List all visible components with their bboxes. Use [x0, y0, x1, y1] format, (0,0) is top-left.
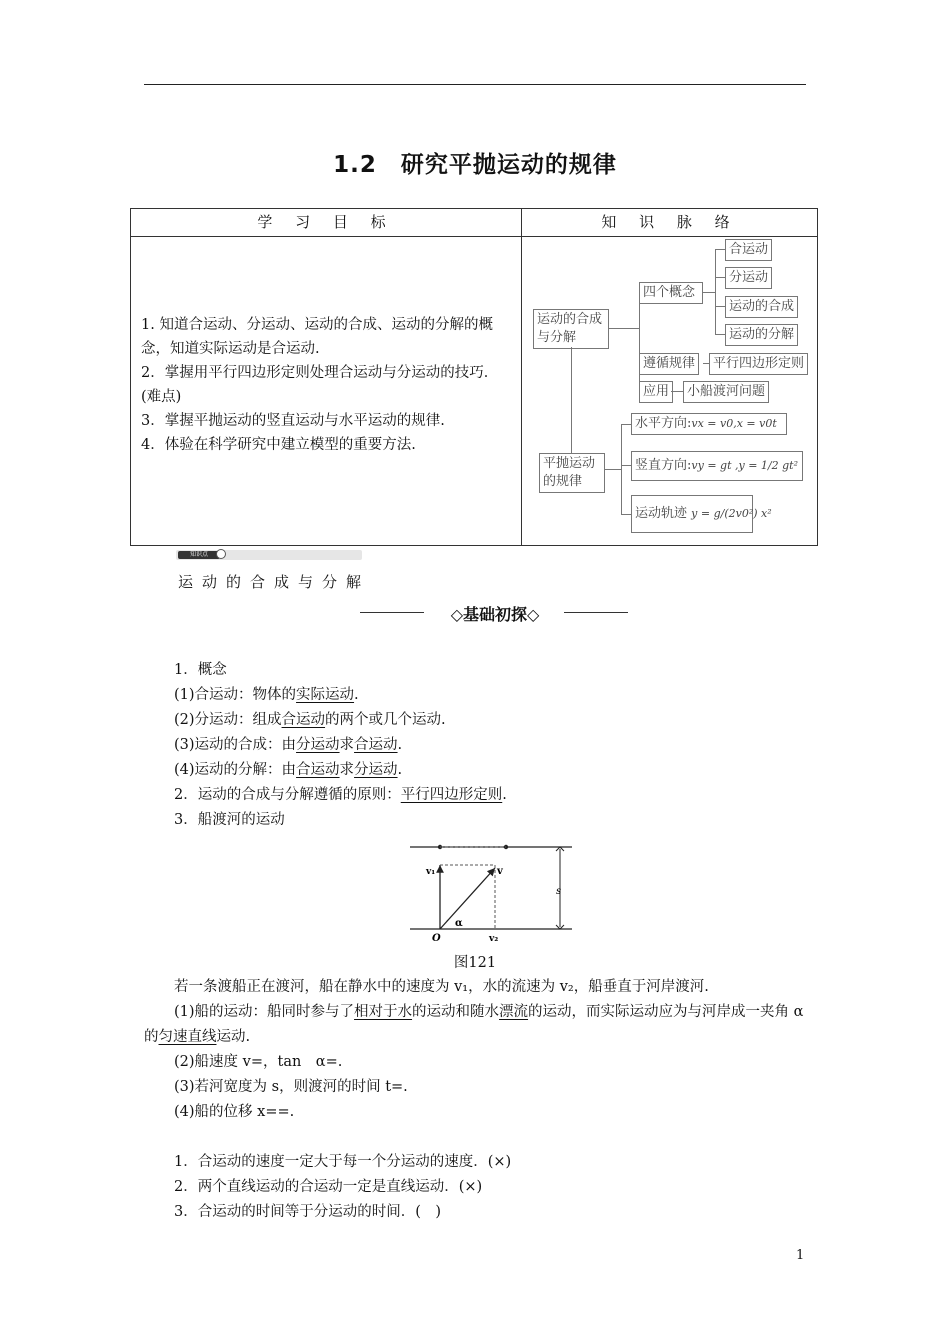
concept-heading: 1．概念	[174, 662, 227, 678]
map-node-concept: 运动的分解	[725, 324, 798, 346]
judgement-item: 2．两个直线运动的合运动一定是直线运动．(×)	[174, 1179, 483, 1195]
concept-item: (4)运动的分解：由合运动求分运动.	[174, 762, 403, 778]
v-arrow	[440, 868, 495, 929]
label-s: s	[556, 886, 562, 897]
page-number: 1	[796, 1248, 805, 1263]
objectives-table	[130, 208, 818, 546]
boat-heading: 3．船渡河的运动	[174, 812, 285, 828]
map-node-concept: 运动的合成	[725, 296, 798, 318]
goal-item: 3．掌握平抛运动的竖直运动与水平运动的规律.	[141, 413, 445, 429]
concept-item: (2)分运动：组成合运动的两个或几个运动.	[174, 712, 446, 728]
map-node-vertical: 竖直方向:vy = gt ,y = 1/2 gt²	[631, 451, 803, 481]
knowledge-point-dot	[216, 549, 226, 559]
boat-crossing-figure	[400, 838, 580, 948]
label-v1: v₁	[426, 867, 436, 877]
table-column-divider	[521, 209, 522, 545]
principle-item: 2．运动的合成与分解遵循的原则：平行四边形定则.	[174, 787, 507, 803]
top-rule	[144, 84, 806, 85]
boat-time: (3)若河宽度为 s，则渡河的时间 t=.	[174, 1079, 408, 1095]
map-node-composition: 运动的合成与分解	[533, 309, 609, 349]
judgement-item: 3．合运动的时间等于分运动的时间．( )	[174, 1204, 442, 1220]
label-alpha: α	[455, 918, 463, 929]
label-v2: v₂	[489, 934, 499, 944]
map-node-parallelogram: 平行四边形定则	[709, 353, 808, 375]
map-node-trajectory: 运动轨迹 y = g/(2v0²) x²	[631, 495, 753, 533]
boat-speed: (2)船速度 v=，tan α=.	[174, 1054, 343, 1070]
header-learning-goals: 学 习 目 标	[257, 213, 395, 231]
concept-item: (3)运动的合成：由分运动求合运动.	[174, 737, 403, 753]
table-header-divider	[131, 236, 817, 237]
page-title: 1.2 研究平抛运动的规律	[333, 152, 617, 178]
section-title: 运动的合成与分解	[178, 573, 371, 591]
band-title: ◇基础初探◇	[450, 605, 540, 624]
judgement-item: 1．合运动的速度一定大于每一个分运动的速度．(×)	[174, 1154, 512, 1170]
boat-displacement: (4)船的位移 x==.	[174, 1104, 295, 1120]
goal-item: 2．掌握用平行四边形定则处理合运动与分运动的技巧．(难点)	[141, 365, 499, 405]
map-node-projectile: 平抛运动的规律	[539, 453, 605, 493]
map-node-concept: 合运动	[725, 239, 772, 261]
map-node-boat: 小船渡河问题	[683, 381, 769, 403]
goals-list	[141, 313, 516, 457]
map-node-application: 应用	[639, 381, 673, 403]
boat-motion: (1)船的运动：船同时参与了相对于水的运动和随水漂流的运动，而实际运动应为与河岸成一夹角 α 的匀速直线运动.	[144, 1004, 804, 1045]
map-node-four-concepts: 四个概念	[639, 282, 703, 304]
boat-intro: 若一条渡船正在渡河，船在静水中的速度为 v₁，水的流速为 v₂，船垂直于河岸渡河.	[174, 979, 709, 995]
basics-band	[360, 602, 630, 624]
goal-item: 4．体验在科学研究中建立模型的重要方法.	[141, 437, 416, 453]
map-node-follow-rule: 遵循规律	[639, 353, 699, 375]
figure-caption: 图121	[453, 955, 497, 971]
header-knowledge-map: 知 识 脉 络	[601, 213, 739, 231]
knowledge-point-tag: 知识点	[178, 551, 220, 559]
map-node-horizontal: 水平方向:vx = v0,x = v0t	[631, 413, 787, 435]
concept-item: (1)合运动：物体的实际运动.	[174, 687, 359, 703]
goal-item: 1. 知道合运动、分运动、运动的合成、运动的分解的概念，知道实际运动是合运动.	[141, 317, 493, 357]
label-v: v	[497, 866, 503, 877]
map-node-concept: 分运动	[725, 267, 772, 289]
label-origin: O	[432, 933, 441, 944]
